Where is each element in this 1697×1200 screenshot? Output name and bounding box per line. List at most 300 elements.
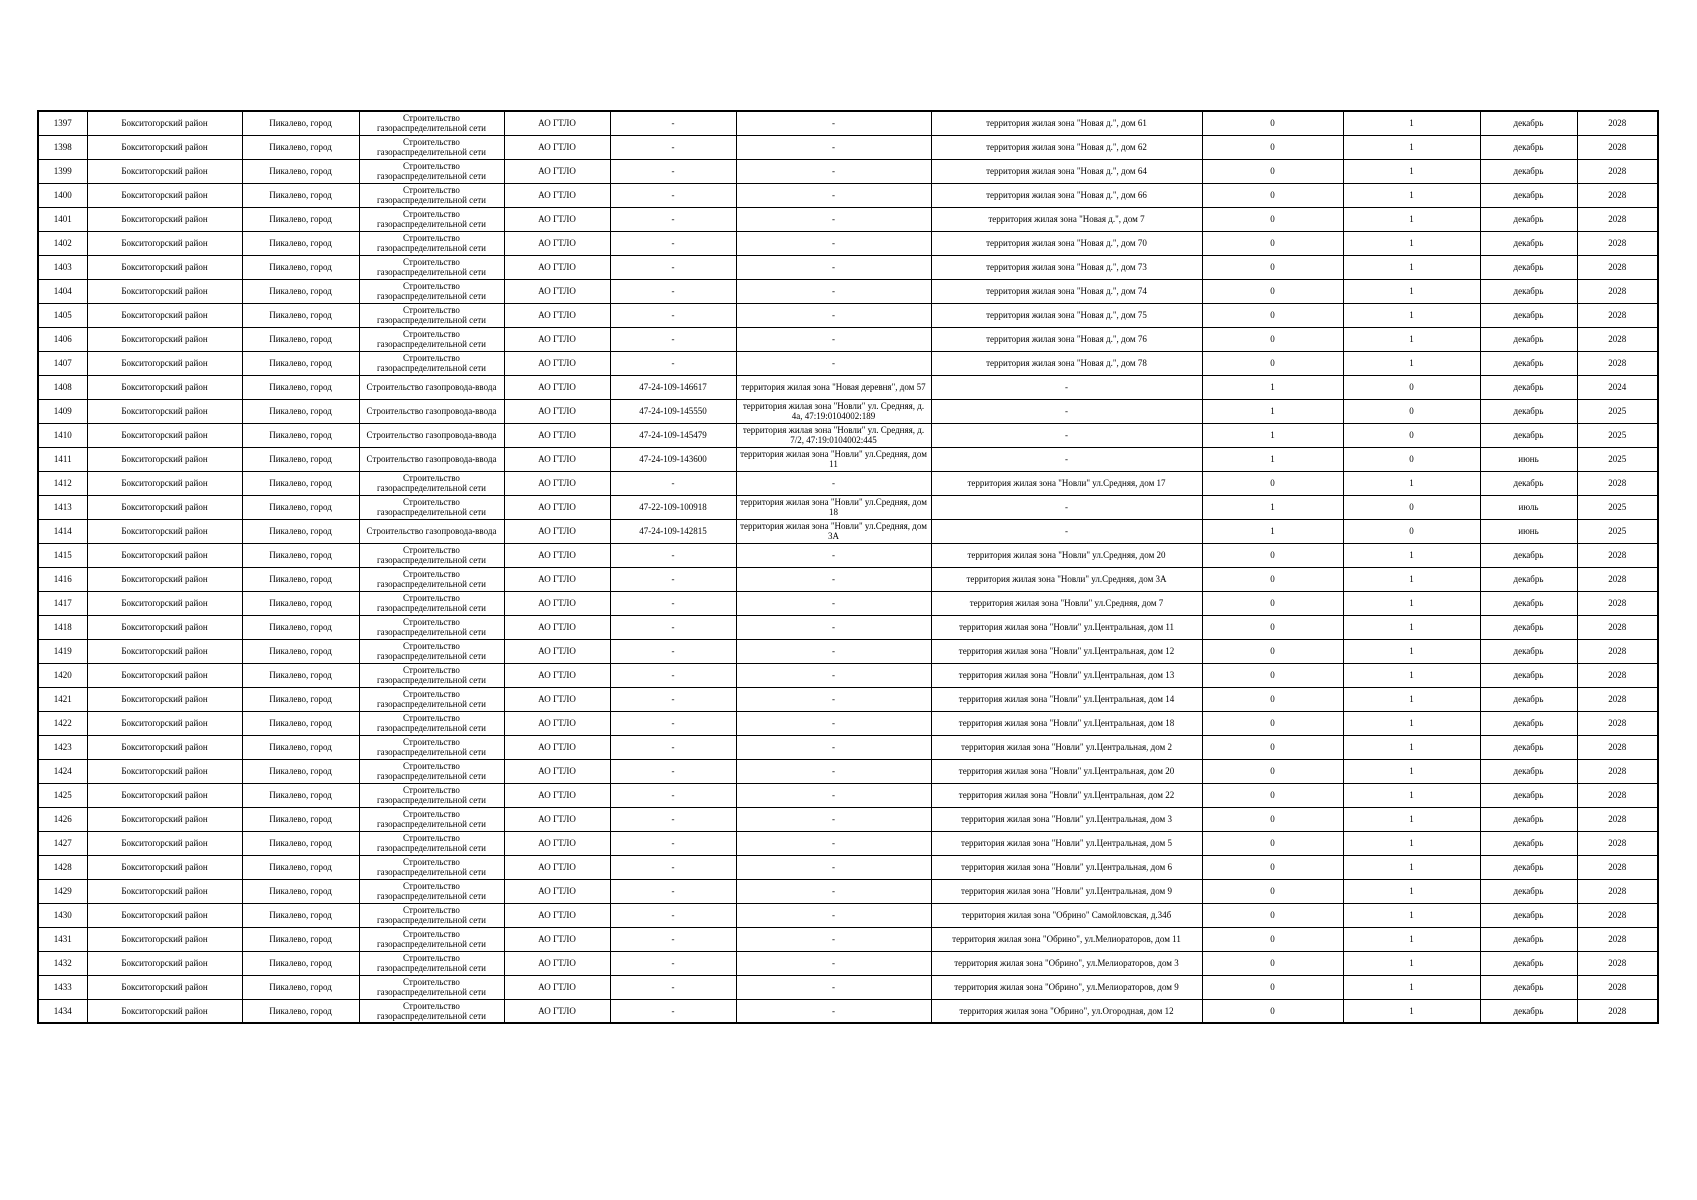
cell-month: июль [1480,495,1577,519]
table-row [38,855,1658,879]
table-row [38,399,1658,423]
cell-application-number: - [610,639,736,663]
cell-settlement: Пикалево, город [242,663,359,687]
cell-settlement: Пикалево, город [242,927,359,951]
cell-month: декабрь [1480,615,1577,639]
cell-district: Бокситогорский район [87,591,242,615]
cell-month: декабрь [1480,327,1577,351]
table-row [38,471,1658,495]
cell-application-address: - [736,351,931,375]
cell-object-address: территория жилая зона "Новли" ул.Центральная, дом 6 [931,855,1202,879]
cell-work-type: Строительство газораспределительной сети [359,327,504,351]
cell-organization: АО ГТЛО [504,807,610,831]
table-row [38,927,1658,951]
cell-application-address: - [736,231,931,255]
cell-count-b: 1 [1343,471,1480,495]
cell-settlement: Пикалево, город [242,543,359,567]
cell-object-address: территория жилая зона "Новая д.", дом 75 [931,303,1202,327]
cell-object-address: - [931,375,1202,399]
cell-application-number: - [610,951,736,975]
cell-object-address: территория жилая зона "Новли" ул.Средняя, дом 3А [931,567,1202,591]
cell-district: Бокситогорский район [87,927,242,951]
cell-month: декабрь [1480,471,1577,495]
cell-application-address: - [736,327,931,351]
cell-district: Бокситогорский район [87,831,242,855]
cell-month: декабрь [1480,135,1577,159]
cell-month: декабрь [1480,807,1577,831]
cell-month: декабрь [1480,231,1577,255]
cell-work-type: Строительство газораспределительной сети [359,975,504,999]
cell-month: декабрь [1480,543,1577,567]
cell-settlement: Пикалево, город [242,735,359,759]
cell-object-address: территория жилая зона "Новая д.", дом 76 [931,327,1202,351]
cell-application-number: - [610,207,736,231]
cell-number: 1417 [38,591,87,615]
table-row [38,423,1658,447]
cell-settlement: Пикалево, город [242,135,359,159]
cell-year: 2028 [1577,783,1658,807]
cell-count-a: 0 [1202,543,1343,567]
cell-organization: АО ГТЛО [504,303,610,327]
cell-application-address: территория жилая зона "Новли" ул. Средняя, д. 7/2, 47:19:0104002:445 [736,423,931,447]
cell-application-address: территория жилая зона "Новли" ул.Средняя, дом 18 [736,495,931,519]
cell-application-number: - [610,927,736,951]
cell-count-b: 0 [1343,423,1480,447]
cell-number: 1433 [38,975,87,999]
table-row [38,279,1658,303]
cell-application-address: - [736,735,931,759]
cell-year: 2028 [1577,111,1658,135]
cell-number: 1409 [38,399,87,423]
cell-number: 1402 [38,231,87,255]
cell-settlement: Пикалево, город [242,471,359,495]
cell-count-a: 0 [1202,759,1343,783]
cell-month: декабрь [1480,879,1577,903]
table-row [38,999,1658,1023]
cell-work-type: Строительство газораспределительной сети [359,735,504,759]
cell-application-address: - [736,855,931,879]
cell-count-a: 0 [1202,471,1343,495]
cell-count-a: 0 [1202,831,1343,855]
cell-count-a: 0 [1202,639,1343,663]
cell-number: 1423 [38,735,87,759]
cell-work-type: Строительство газораспределительной сети [359,255,504,279]
cell-year: 2025 [1577,447,1658,471]
cell-year: 2028 [1577,687,1658,711]
cell-organization: АО ГТЛО [504,255,610,279]
cell-application-address: - [736,663,931,687]
cell-organization: АО ГТЛО [504,471,610,495]
cell-organization: АО ГТЛО [504,399,610,423]
cell-application-address: - [736,543,931,567]
cell-organization: АО ГТЛО [504,543,610,567]
cell-district: Бокситогорский район [87,159,242,183]
cell-organization: АО ГТЛО [504,519,610,543]
table-row [38,783,1658,807]
cell-month: декабрь [1480,903,1577,927]
cell-application-address: - [736,903,931,927]
table-body [38,111,1658,1023]
cell-month: декабрь [1480,183,1577,207]
cell-year: 2028 [1577,639,1658,663]
table-row [38,663,1658,687]
cell-number: 1424 [38,759,87,783]
cell-year: 2028 [1577,183,1658,207]
cell-application-number: - [610,327,736,351]
cell-number: 1428 [38,855,87,879]
cell-application-address: - [736,255,931,279]
cell-application-address: - [736,951,931,975]
cell-month: декабрь [1480,591,1577,615]
cell-settlement: Пикалево, город [242,687,359,711]
cell-month: декабрь [1480,111,1577,135]
cell-district: Бокситогорский район [87,639,242,663]
cell-number: 1430 [38,903,87,927]
cell-district: Бокситогорский район [87,687,242,711]
cell-object-address: территория жилая зона "Новли" ул.Центральная, дом 13 [931,663,1202,687]
cell-application-number: - [610,831,736,855]
cell-settlement: Пикалево, город [242,783,359,807]
cell-count-a: 1 [1202,423,1343,447]
cell-settlement: Пикалево, город [242,639,359,663]
cell-month: декабрь [1480,207,1577,231]
cell-district: Бокситогорский район [87,279,242,303]
cell-application-number: 47-22-109-100918 [610,495,736,519]
table-row [38,111,1658,135]
cell-work-type: Строительство газораспределительной сети [359,807,504,831]
table-row [38,591,1658,615]
cell-application-number: - [610,135,736,159]
cell-number: 1425 [38,783,87,807]
cell-district: Бокситогорский район [87,399,242,423]
cell-number: 1407 [38,351,87,375]
cell-settlement: Пикалево, город [242,975,359,999]
cell-district: Бокситогорский район [87,999,242,1023]
cell-number: 1427 [38,831,87,855]
table-row [38,495,1658,519]
cell-year: 2028 [1577,615,1658,639]
cell-settlement: Пикалево, город [242,111,359,135]
cell-month: декабрь [1480,855,1577,879]
cell-settlement: Пикалево, город [242,159,359,183]
cell-month: декабрь [1480,735,1577,759]
cell-object-address: - [931,519,1202,543]
cell-year: 2028 [1577,231,1658,255]
cell-district: Бокситогорский район [87,351,242,375]
cell-year: 2028 [1577,351,1658,375]
cell-organization: АО ГТЛО [504,207,610,231]
cell-count-b: 1 [1343,279,1480,303]
cell-month: декабрь [1480,399,1577,423]
cell-application-number: - [610,255,736,279]
cell-application-number: - [610,879,736,903]
cell-settlement: Пикалево, город [242,423,359,447]
cell-work-type: Строительство газопровода-ввода [359,447,504,471]
cell-count-a: 0 [1202,303,1343,327]
cell-year: 2028 [1577,207,1658,231]
cell-application-address: - [736,135,931,159]
cell-district: Бокситогорский район [87,759,242,783]
cell-work-type: Строительство газораспределительной сети [359,231,504,255]
cell-count-a: 0 [1202,951,1343,975]
cell-application-number: - [610,999,736,1023]
table-row [38,159,1658,183]
cell-count-a: 0 [1202,807,1343,831]
cell-application-number: - [610,759,736,783]
cell-object-address: территория жилая зона "Новая д.", дом 66 [931,183,1202,207]
cell-object-address: территория жилая зона "Новли" ул.Средняя, дом 20 [931,543,1202,567]
cell-district: Бокситогорский район [87,855,242,879]
cell-work-type: Строительство газораспределительной сети [359,279,504,303]
cell-application-number: - [610,711,736,735]
cell-organization: АО ГТЛО [504,975,610,999]
cell-district: Бокситогорский район [87,879,242,903]
cell-count-a: 0 [1202,567,1343,591]
cell-number: 1415 [38,543,87,567]
cell-year: 2024 [1577,375,1658,399]
table-row [38,831,1658,855]
cell-count-a: 0 [1202,999,1343,1023]
cell-number: 1429 [38,879,87,903]
cell-count-a: 0 [1202,111,1343,135]
table-row [38,759,1658,783]
cell-count-b: 1 [1343,879,1480,903]
cell-settlement: Пикалево, город [242,615,359,639]
cell-count-a: 0 [1202,351,1343,375]
cell-organization: АО ГТЛО [504,855,610,879]
cell-year: 2028 [1577,975,1658,999]
cell-month: декабрь [1480,303,1577,327]
cell-object-address: территория жилая зона "Новли" ул.Центральная, дом 12 [931,639,1202,663]
cell-district: Бокситогорский район [87,207,242,231]
cell-organization: АО ГТЛО [504,951,610,975]
cell-month: декабрь [1480,687,1577,711]
cell-organization: АО ГТЛО [504,351,610,375]
cell-object-address: территория жилая зона "Новая д.", дом 64 [931,159,1202,183]
cell-district: Бокситогорский район [87,495,242,519]
cell-count-a: 0 [1202,159,1343,183]
cell-object-address: территория жилая зона "Новли" ул.Центральная, дом 9 [931,879,1202,903]
cell-settlement: Пикалево, город [242,447,359,471]
cell-organization: АО ГТЛО [504,783,610,807]
cell-work-type: Строительство газораспределительной сети [359,471,504,495]
cell-organization: АО ГТЛО [504,135,610,159]
table-row [38,303,1658,327]
cell-object-address: территория жилая зона "Новая д.", дом 7 [931,207,1202,231]
cell-organization: АО ГТЛО [504,159,610,183]
cell-work-type: Строительство газораспределительной сети [359,711,504,735]
cell-organization: АО ГТЛО [504,447,610,471]
cell-count-b: 1 [1343,231,1480,255]
table-row [38,567,1658,591]
cell-number: 1413 [38,495,87,519]
cell-settlement: Пикалево, город [242,759,359,783]
cell-count-a: 0 [1202,783,1343,807]
cell-year: 2028 [1577,303,1658,327]
cell-work-type: Строительство газораспределительной сети [359,879,504,903]
cell-count-b: 1 [1343,159,1480,183]
cell-year: 2028 [1577,735,1658,759]
cell-district: Бокситогорский район [87,543,242,567]
cell-month: декабрь [1480,951,1577,975]
cell-organization: АО ГТЛО [504,903,610,927]
cell-count-a: 0 [1202,735,1343,759]
cell-application-address: - [736,111,931,135]
cell-work-type: Строительство газораспределительной сети [359,951,504,975]
cell-settlement: Пикалево, город [242,999,359,1023]
cell-application-number: 47-24-109-143600 [610,447,736,471]
cell-settlement: Пикалево, город [242,279,359,303]
cell-application-number: - [610,663,736,687]
cell-number: 1399 [38,159,87,183]
cell-year: 2025 [1577,495,1658,519]
table-row [38,975,1658,999]
cell-district: Бокситогорский район [87,471,242,495]
cell-organization: АО ГТЛО [504,279,610,303]
cell-work-type: Строительство газопровода-ввода [359,375,504,399]
cell-district: Бокситогорский район [87,567,242,591]
cell-count-a: 1 [1202,447,1343,471]
cell-application-address: - [736,831,931,855]
cell-count-b: 1 [1343,135,1480,159]
cell-number: 1416 [38,567,87,591]
cell-district: Бокситогорский район [87,231,242,255]
cell-district: Бокситогорский район [87,735,242,759]
cell-count-b: 1 [1343,855,1480,879]
cell-district: Бокситогорский район [87,783,242,807]
cell-count-a: 1 [1202,399,1343,423]
cell-count-b: 0 [1343,495,1480,519]
cell-settlement: Пикалево, город [242,855,359,879]
cell-count-a: 0 [1202,231,1343,255]
cell-count-b: 0 [1343,399,1480,423]
cell-object-address: территория жилая зона "Обрино", ул.Огородная, дом 12 [931,999,1202,1023]
cell-work-type: Строительство газораспределительной сети [359,663,504,687]
cell-object-address: территория жилая зона "Новли" ул.Центральная, дом 18 [931,711,1202,735]
cell-application-address: - [736,591,931,615]
cell-work-type: Строительство газораспределительной сети [359,999,504,1023]
cell-organization: АО ГТЛО [504,495,610,519]
cell-object-address: территория жилая зона "Новая д.", дом 62 [931,135,1202,159]
cell-application-number: - [610,543,736,567]
cell-settlement: Пикалево, город [242,831,359,855]
cell-district: Бокситогорский район [87,807,242,831]
cell-organization: АО ГТЛО [504,735,610,759]
cell-number: 1397 [38,111,87,135]
cell-settlement: Пикалево, город [242,327,359,351]
cell-year: 2028 [1577,471,1658,495]
cell-district: Бокситогорский район [87,663,242,687]
cell-count-a: 1 [1202,495,1343,519]
cell-month: декабрь [1480,831,1577,855]
cell-count-b: 1 [1343,999,1480,1023]
cell-count-a: 0 [1202,903,1343,927]
cell-application-number: - [610,231,736,255]
cell-work-type: Строительство газораспределительной сети [359,927,504,951]
cell-count-a: 0 [1202,135,1343,159]
cell-settlement: Пикалево, город [242,903,359,927]
table-row [38,879,1658,903]
cell-count-a: 0 [1202,255,1343,279]
cell-number: 1400 [38,183,87,207]
cell-count-b: 1 [1343,903,1480,927]
cell-work-type: Строительство газораспределительной сети [359,135,504,159]
cell-month: декабрь [1480,783,1577,807]
cell-count-b: 1 [1343,591,1480,615]
table-row [38,135,1658,159]
cell-settlement: Пикалево, город [242,711,359,735]
cell-object-address: - [931,399,1202,423]
cell-object-address: территория жилая зона "Новли" ул.Средняя, дом 17 [931,471,1202,495]
cell-count-a: 0 [1202,327,1343,351]
cell-year: 2028 [1577,831,1658,855]
cell-count-b: 1 [1343,687,1480,711]
cell-work-type: Строительство газораспределительной сети [359,351,504,375]
cell-number: 1411 [38,447,87,471]
cell-organization: АО ГТЛО [504,639,610,663]
cell-object-address: территория жилая зона "Новли" ул.Центральная, дом 3 [931,807,1202,831]
cell-year: 2028 [1577,543,1658,567]
cell-month: декабрь [1480,927,1577,951]
cell-application-address: территория жилая зона "Новая деревня", дом 57 [736,375,931,399]
cell-organization: АО ГТЛО [504,567,610,591]
cell-month: декабрь [1480,975,1577,999]
cell-count-b: 1 [1343,735,1480,759]
cell-count-b: 1 [1343,951,1480,975]
cell-organization: АО ГТЛО [504,711,610,735]
table-row [38,615,1658,639]
cell-count-b: 1 [1343,831,1480,855]
cell-organization: АО ГТЛО [504,879,610,903]
cell-application-number: - [610,351,736,375]
cell-count-a: 0 [1202,663,1343,687]
cell-application-number: - [610,279,736,303]
cell-object-address: территория жилая зона "Новая д.", дом 73 [931,255,1202,279]
cell-count-a: 1 [1202,519,1343,543]
cell-object-address: территория жилая зона "Новли" ул.Центральная, дом 22 [931,783,1202,807]
cell-count-b: 1 [1343,783,1480,807]
cell-year: 2028 [1577,759,1658,783]
cell-count-a: 0 [1202,855,1343,879]
cell-district: Бокситогорский район [87,711,242,735]
cell-organization: АО ГТЛО [504,759,610,783]
cell-organization: АО ГТЛО [504,375,610,399]
cell-count-b: 1 [1343,663,1480,687]
cell-count-b: 1 [1343,111,1480,135]
cell-count-b: 1 [1343,639,1480,663]
cell-number: 1421 [38,687,87,711]
cell-application-number: - [610,591,736,615]
cell-count-b: 0 [1343,447,1480,471]
cell-number: 1405 [38,303,87,327]
cell-district: Бокситогорский район [87,327,242,351]
table-row [38,327,1658,351]
cell-application-address: - [736,207,931,231]
cell-count-b: 1 [1343,759,1480,783]
cell-application-number: - [610,111,736,135]
cell-settlement: Пикалево, город [242,519,359,543]
cell-work-type: Строительство газопровода-ввода [359,423,504,447]
cell-count-b: 0 [1343,519,1480,543]
cell-count-b: 1 [1343,567,1480,591]
cell-organization: АО ГТЛО [504,111,610,135]
cell-district: Бокситогорский район [87,111,242,135]
cell-year: 2028 [1577,591,1658,615]
cell-district: Бокситогорский район [87,975,242,999]
table-row [38,951,1658,975]
cell-application-number: - [610,303,736,327]
cell-month: декабрь [1480,711,1577,735]
